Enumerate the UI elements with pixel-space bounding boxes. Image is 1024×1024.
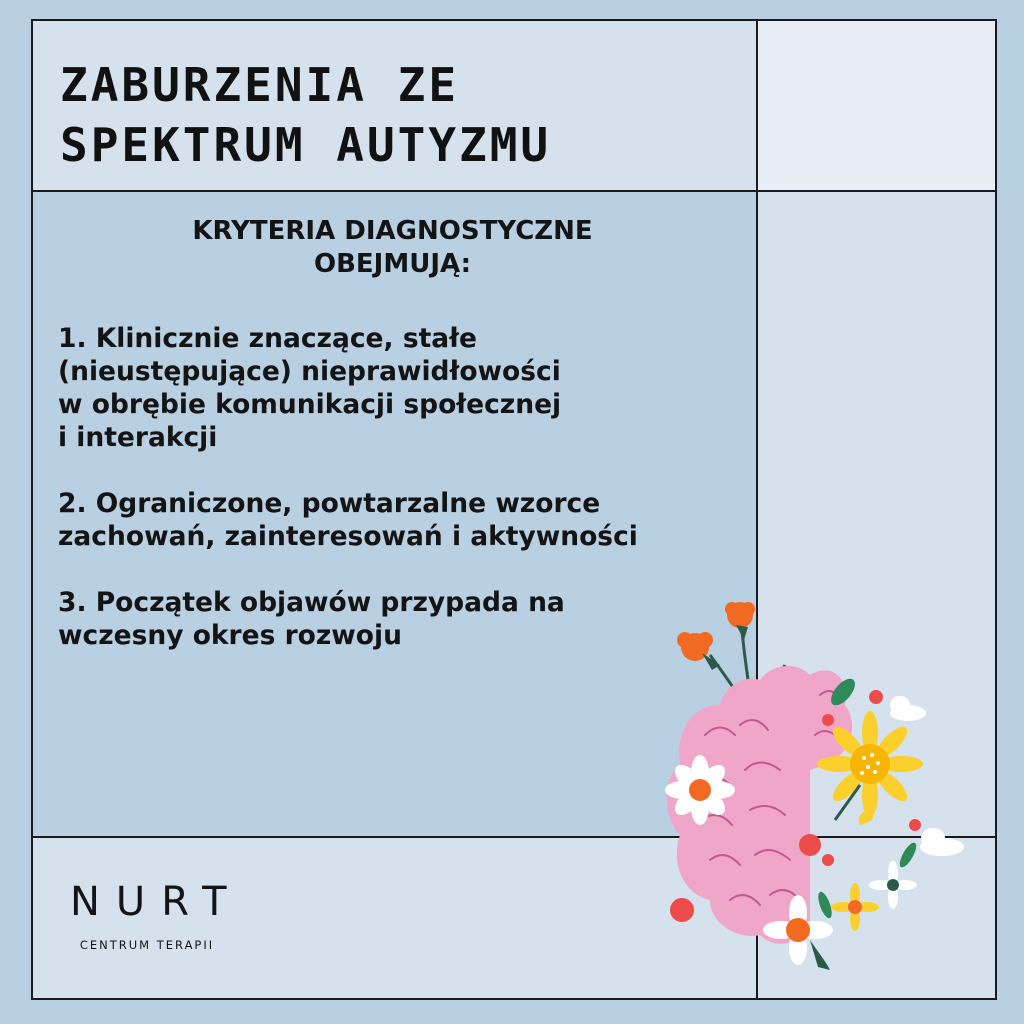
small-yellow-flower-icon [831,810,879,931]
criteria-heading [60,215,725,281]
criteria-item-3-line-2: wczesny okres rozwoju [58,620,402,651]
criteria-item-1-line-4: i interakcji [58,422,218,453]
brain-flowers-illustration [650,595,970,980]
criteria-item-2 [58,487,738,553]
criteria-item-1-line-1: 1. Klinicznie znaczące, stałe [58,323,477,354]
page-title-line-2: SPEKTRUM AUTYZMU [60,118,552,172]
daisy-right-icon [869,861,917,909]
brand-logo [62,878,243,952]
cloud-icon [890,696,964,856]
criteria-heading-line-2: OBEJMUJĄ: [313,249,471,279]
criteria-item-2-line-1: 2. Ograniczone, powtarzalne wzorce [58,488,601,519]
brand-logo-wordmark: NURT [70,879,243,925]
criteria-heading-line-1: KRYTERIA DIAGNOSTYCZNE [192,216,593,246]
orange-bud-icon [677,602,755,670]
criteria-item-2-line-2: zachowań, zainteresowań i aktywności [58,521,638,552]
page-title-line-1: ZABURZENIA ZE [60,58,460,112]
criteria-list [58,322,738,685]
criteria-item-1-line-2: (nieustępujące) nieprawidłowości [58,356,561,387]
brand-logo-tagline: CENTRUM TERAPII [79,938,215,952]
criteria-item-1-line-3: w obrębie komunikacji społecznej [58,389,562,420]
criteria-item-3 [58,586,738,652]
criteria-item-1 [58,322,738,454]
criteria-item-3-line-1: 3. Początek objawów przypada na [58,587,565,618]
page-title [60,55,740,175]
grid-divider-top [31,190,997,192]
